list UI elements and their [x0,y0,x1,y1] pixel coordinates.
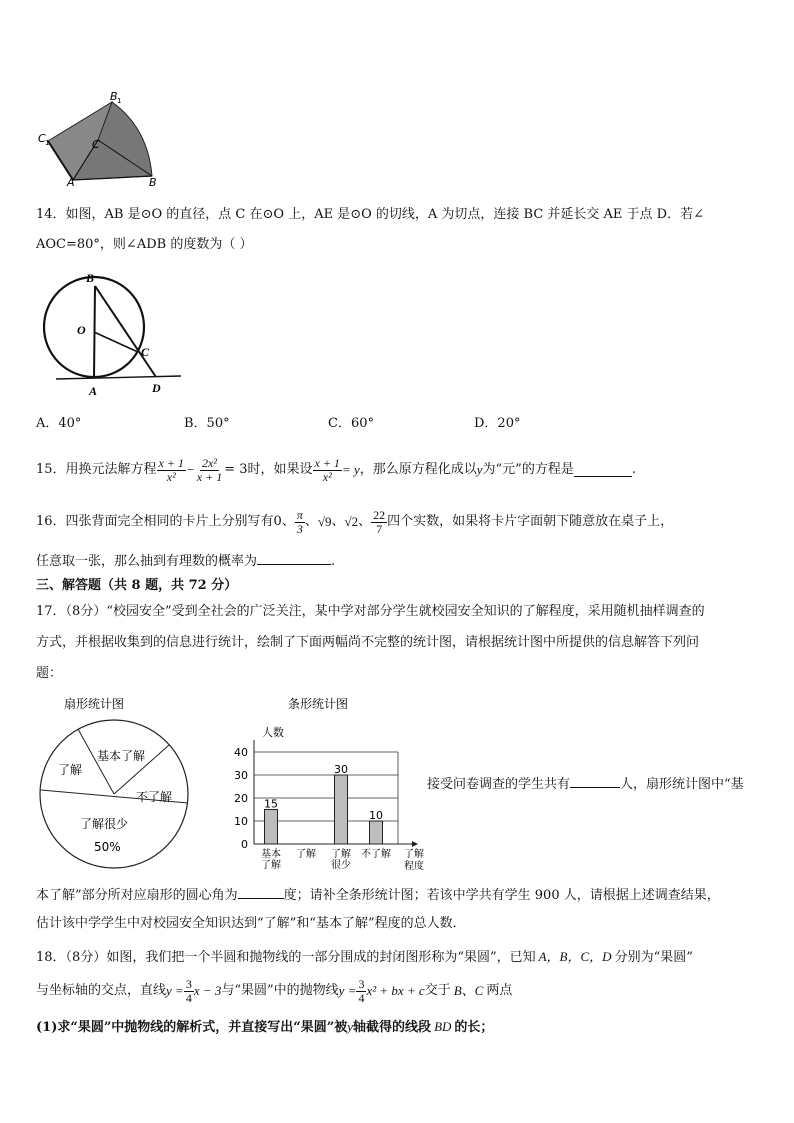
q15-end: . [631,462,636,477]
q15 [36,450,636,490]
q16-sqrt9: √9 [317,514,332,529]
q16-pi-den: 3 [296,521,303,536]
bar-chart-ylabel: 人数 [262,726,284,739]
x-tick-label: 了解 [296,849,316,860]
q18-sub1-a: (1)求“果圆”中抛物线的解析式，并直接写出“果圆”被 [36,1020,348,1035]
q15-var: y [476,462,483,477]
q15-frac1 [157,457,186,484]
q16-line2 [36,551,335,571]
q18-sub1-bd: BD [434,1019,452,1034]
q14-option-d: D．20° [474,416,521,431]
label-b: B [149,176,157,188]
q15-frac2-den: x + 1 [196,469,223,484]
q16-suffix: 四个实数，如果将卡片字面朝下随意放在桌子上， [387,514,674,529]
q16-frac-num: 22 [373,507,386,522]
q18-line1 [36,948,693,967]
y-tick-label: 10 [234,815,248,828]
label-b1-sub: 1 [117,97,122,105]
q18-line2-frac2-den: 4 [358,990,365,1005]
pie-chart [32,692,212,877]
q15-eq2: = y [341,462,360,477]
q18-line2-y: y = [166,983,184,998]
q18-sub1-b: 轴截得的线段 [353,1020,432,1035]
pie-label-not-understand: 不了解 [136,790,173,804]
q18-sub1 [36,1018,493,1037]
q18-line2-c: 交于 [424,983,451,998]
bar [370,821,383,844]
pie-label-basic: 基本了解 [97,749,146,763]
q15-prefix: 15．用换元法解方程 [36,462,157,477]
q15-frac1-den: x² [166,469,176,484]
q17-line4-a: 本了解”部分所对应扇形的圆心角为 [36,888,238,903]
q15-frac2-num: 2x² [202,455,217,470]
q17-line1: 17．（8分）“校园安全”受到全社会的广泛关注，某中学对部分学生就校园安全知识的了解程度，采用随机抽样调查的 [36,604,705,619]
pie-label-understand: 了解 [58,763,83,777]
q17-line4-b: 度；请补全条形统计图；若该中学共有学生 900 人，请根据上述调查结果， [283,888,720,903]
bar [335,775,348,844]
label-d: D [152,381,161,395]
q17-total-blank[interactable] [570,774,620,788]
label-c1-sub: 1 [45,139,50,147]
q17-side-text-a: 接受问卷调查的学生共有 [427,777,571,792]
q16-end: . [331,554,336,569]
pie-chart-title: 扇形统计图 [64,697,125,711]
q18-line2-b: 与“果圆”中的抛物线 [221,983,339,998]
bar-chart-xlabel-1: 了解 [404,849,424,860]
bar-chart-xlabel-2: 程度 [404,861,424,872]
y-tick-label: 30 [234,769,248,782]
q18-line2-frac [184,978,194,1005]
x-labels [261,847,391,871]
q18-line1-text: 18．（8分）如图，我们把一个半圆和抛物线的一部分围成的封闭图形称为“果圆”，已知 [36,950,536,965]
q15-frac1-num: x + 1 [158,455,184,470]
label-c1: C [38,132,46,145]
tangent-ae [56,376,181,379]
q16-sep1: 、 [304,514,318,529]
label-c: C [141,345,150,359]
label-b1: B [110,90,118,103]
q16-frac [371,509,387,536]
q14-line1: 14．如图，AB 是⊙O 的直径，点 C 在⊙O 上，AE 是⊙O 的切线，A 为切点，连接 BC 并延长交 AE 于点 D．若∠ [36,207,705,222]
bar-value-label: 15 [264,797,278,811]
q16-prefix: 16．四张背面完全相同的卡片上分别写有0、 [36,514,295,529]
q18-line2-frac2-num: 3 [358,976,365,991]
q18-line2 [36,970,512,1012]
segment-bd [95,286,156,377]
x-tick-label: 不了解 [361,849,391,860]
bar-chart [226,692,436,877]
q16-line2-text: 任意取一张，那么抽到有理数的概率为 [36,554,258,569]
q15-answer-blank[interactable] [574,463,632,477]
q17-side-text-b: 人，扇形统计图中“基 [620,777,744,792]
q18-line1-vars: A，B，C，D [538,949,612,964]
q18-sub1-c: 的长； [454,1020,494,1035]
q16-sep3: 、 [358,514,372,529]
label-o: O [77,323,86,337]
bar-value-label: 10 [369,809,383,822]
q15-frac3-num: x + 1 [314,455,340,470]
q14-line2: AOC=80°，则∠ADB 的度数为（ ） [36,237,253,252]
y-tick-label: 0 [241,838,248,851]
q17-line3: 题： [36,666,63,681]
q16-sqrt2: √2 [344,514,359,529]
q16-line1 [36,500,673,544]
q18-line2-frac2 [356,978,366,1005]
q18-line1-end: 分别为“果圆” [614,950,693,965]
q18-line2-end: 两点 [486,983,513,998]
q15-frac3 [313,457,342,484]
label-a: A [89,384,98,398]
q16-frac-den: 7 [376,521,383,536]
q18-line2-y2: y = [338,983,357,998]
q14-option-c: C．60° [328,416,374,431]
q18-sub1-y: y [347,1019,354,1034]
q16-answer-blank[interactable] [257,551,331,565]
bar-value-label: 30 [334,763,348,776]
pie-label-little: 了解很少 [80,817,129,831]
figure-q13 [30,88,170,188]
bar [265,810,278,845]
q16-pi-num: π [296,507,303,522]
q17-line2: 方式，并根据收集到的信息进行统计，绘制了下面两幅尚不完整的统计图，请根据统计图中所提供的信息解答下列问 [36,635,700,650]
q15-minus: − [185,462,195,477]
q18-line2-frac-num: 3 [185,976,192,991]
q15-frac2 [195,457,224,484]
section-3-heading: 三、解答题（共 8 题，共 72 分） [36,578,238,593]
q15-suffix: 为“元”的方程是 [482,462,574,477]
q15-mid: ，那么原方程化成以 [359,462,477,477]
label-b: B [86,271,95,285]
y-ticks [234,746,248,851]
y-tick-label: 20 [234,792,248,805]
q15-eq: = 3时，如果设 [224,462,313,477]
q18-line2-x: x − 3 [193,983,222,998]
x-tick-label: 了解 [331,849,351,860]
label-c: C [92,138,100,151]
q16-pi-frac [295,509,305,536]
y-tick-label: 40 [234,746,248,759]
x-tick-label: 很少 [331,860,351,871]
q14-option-a: A．40° [36,416,82,431]
q15-frac3-den: x² [322,469,332,484]
bar-chart-title: 条形统计图 [288,697,349,711]
label-a: A [67,176,75,188]
q18-line2-x2: x² + bx + c [366,983,425,998]
figure-q14 [38,268,188,398]
q18-line2-bc: B、C [453,983,484,998]
pie-label-percent: 50% [94,840,121,854]
q17-line4 [36,885,720,905]
x-axis-arrow [412,841,418,847]
x-tick-label: 基本 [261,849,281,860]
q17-side-text [427,774,744,794]
q16-sep2: 、 [331,514,345,529]
q18-line2-frac-den: 4 [185,990,192,1005]
q17-angle-blank[interactable] [238,885,284,899]
q18-line2-a: 与坐标轴的交点，直线 [36,983,167,998]
x-tick-label: 了解 [261,860,281,871]
q14-option-b: B．50° [184,416,230,431]
q17-line5: 估计该中学学生中对校园安全知识达到“了解”和“基本了解”程度的总人数． [36,916,466,931]
